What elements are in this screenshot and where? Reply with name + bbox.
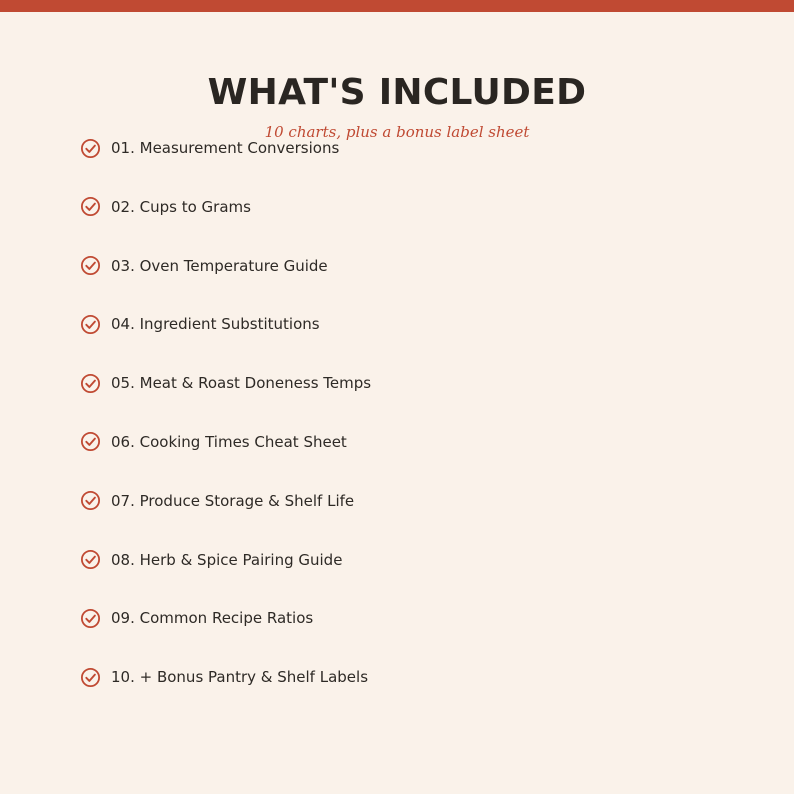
check-circle-icon	[80, 314, 101, 335]
check-circle-icon	[80, 667, 101, 688]
list-item	[80, 195, 371, 219]
list-item-label: 09. Common Recipe Ratios	[111, 609, 314, 628]
list-item	[80, 606, 371, 630]
list-item-label: 01. Measurement Conversions	[111, 139, 340, 157]
check-circle-icon	[80, 549, 101, 570]
list-item-label: 10. + Bonus Pantry & Shelf Labels	[111, 668, 369, 687]
list-item	[80, 430, 371, 454]
included-charts-list	[80, 136, 371, 724]
check-circle-icon	[80, 196, 101, 217]
list-item-label: 05. Meat & Roast Doneness Temps	[111, 374, 372, 393]
list-item-label: 03. Oven Temperature Guide	[111, 256, 328, 275]
list-item	[80, 371, 371, 395]
check-circle-icon	[80, 431, 101, 452]
check-circle-icon	[80, 373, 101, 394]
list-item	[80, 548, 371, 572]
list-item-label: 07. Produce Storage & Shelf Life	[111, 491, 355, 510]
list-item-label: 04. Ingredient Substitutions	[111, 315, 320, 334]
check-circle-icon	[80, 608, 101, 629]
list-item-label: 02. Cups to Grams	[111, 197, 251, 216]
list-item	[80, 136, 371, 160]
list-item	[80, 312, 371, 336]
check-circle-icon	[80, 490, 101, 511]
check-circle-icon	[80, 255, 101, 276]
check-circle-icon	[80, 138, 101, 159]
page-subtitle: 10 charts, plus a bonus label sheet	[264, 123, 530, 141]
list-item	[80, 489, 371, 513]
list-item	[80, 254, 371, 278]
list-item	[80, 665, 371, 689]
page-title: WHAT'S INCLUDED	[207, 72, 587, 113]
list-item-label: 08. Herb & Spice Pairing Guide	[111, 550, 343, 569]
top-accent-bar	[0, 0, 794, 12]
list-item-label: 06. Cooking Times Cheat Sheet	[111, 432, 347, 451]
